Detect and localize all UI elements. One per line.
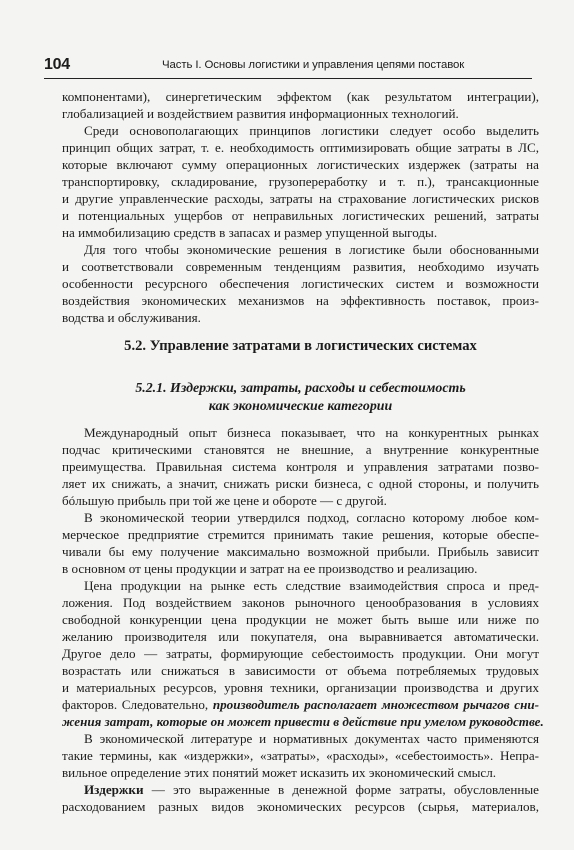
text-line: В экономической теории утвердился подход, согласно которому любое ком- xyxy=(84,510,539,525)
section-title: 5.2. Управление затратами в логистических системах xyxy=(124,338,477,354)
text-line: компонентами), синергетическим эффектом (как результатом интеграции), xyxy=(62,89,539,104)
text-line: воздействия экономических механизмов на эффективность поставок, произ- xyxy=(62,293,539,308)
page-number: 104 xyxy=(44,56,70,73)
subsection-title-line: как экономические категории xyxy=(208,399,393,414)
text-line: мерческое предприятие стремится принимать такие решения, которые обеспе- xyxy=(62,527,539,542)
text-line: транспортировку, складирование, грузопереработку и т. п.), трансакционные xyxy=(62,174,539,189)
text-line: и соответствовали современным тенденциям развития, необходимо изучать xyxy=(62,259,539,274)
text-run: факторов. Следовательно, xyxy=(62,697,209,712)
text-line: вильное определение этих понятий может исказить их экономический смысл. xyxy=(62,765,497,780)
text-line: Другое дело — затраты, формирующие себестоимость продукции. Они могут xyxy=(62,646,539,661)
text-line: свободной конкуренции цена продукции не может быть выше или ниже по xyxy=(62,612,539,627)
text-line: В экономической литературе и нормативных документах часто применяются xyxy=(84,731,539,746)
text-line: такие термины, как «издержки», «затраты», «расходы», «себестоимость». Непра- xyxy=(62,748,539,763)
text-line-mixed xyxy=(62,781,539,798)
subsection-title-line: 5.2.1. Издержки, затраты, расходы и себестоимость xyxy=(135,381,466,396)
text-line: и материальных ресурсов, уровня техники, организации производства и других xyxy=(62,680,539,695)
text-line: в основном от цены продукции и затрат на ее производство и реализацию. xyxy=(62,561,478,576)
text-line: которые включают сумму операционных логистических издержек (затраты на xyxy=(62,157,539,172)
text-line: глобализацией и воздействием развития информационных технологий. xyxy=(62,106,459,121)
text-run: — это выраженные в денежной форме затраты, обусловленные xyxy=(151,782,539,797)
text-line: принцип общих затрат, т. е. необходимость оптимизировать общие затраты в ЛС, xyxy=(62,140,539,155)
running-title: Часть I. Основы логистики и управления цепями поставок xyxy=(162,59,465,71)
text-line: на иммобилизацию средств в запасах и размер упущенной выгоды. xyxy=(62,225,438,240)
text-line: подчас критическими становятся не внешние, а внутренние конкурентные xyxy=(62,442,539,457)
text-line: Среди основополагающих принципов логистики следует особо выделить xyxy=(84,123,539,138)
text-line: ложения. Под воздействием законов рыночного ценообразования в условиях xyxy=(62,595,539,610)
text-line: водства и обслуживания. xyxy=(62,310,201,325)
text-line: бóльшую прибыль при той же цене и обороте — с другой. xyxy=(62,493,387,508)
defined-term: Издержки xyxy=(84,782,144,797)
text-block-main xyxy=(62,424,544,815)
page-header xyxy=(44,58,532,79)
emphasis-text: производитель располагает множеством рычагов сни- xyxy=(212,697,539,712)
emphasis-text: жения затрат, которые он может привести в действие при умелом руководстве. xyxy=(62,714,544,729)
text-line: расходованием разных видов экономических ресурсов (сырья, материалов, xyxy=(62,799,539,814)
text-line-mixed xyxy=(62,696,539,713)
text-line: ляет их снижать, а значит, снижать риски бизнеса, с одной стороны, и получить xyxy=(62,476,539,491)
text-line: Цена продукции на рынке есть следствие взаимодействия спроса и пред- xyxy=(84,578,539,593)
text-line: преимущества. Правильная система контроля и управления затратами позво- xyxy=(62,459,539,474)
text-line: Для того чтобы экономические решения в логистике были обоснованными xyxy=(84,242,539,257)
text-block-intro xyxy=(62,88,539,326)
text-line: и другие управленческие расходы, затраты на страхование логистических рисков xyxy=(62,191,539,206)
text-line: желанию производителя или покупателя, она выравнивается автоматически. xyxy=(62,629,539,644)
subsection-title xyxy=(62,380,539,416)
text-line: особенности ресурсного обеспечения логистических систем и возможности xyxy=(62,276,539,291)
text-line: возрастать или снижаться в зависимости от объема потребляемых трудовых xyxy=(62,663,539,678)
text-line: чивали бы ему получение максимально возможной прибыли. Прибыль зависит xyxy=(62,544,539,559)
text-line: и потенциальных ущербов от неправильных логистических решений, затраты xyxy=(62,208,539,223)
text-line: Международный опыт бизнеса показывает, что на конкурентных рынках xyxy=(84,425,539,440)
